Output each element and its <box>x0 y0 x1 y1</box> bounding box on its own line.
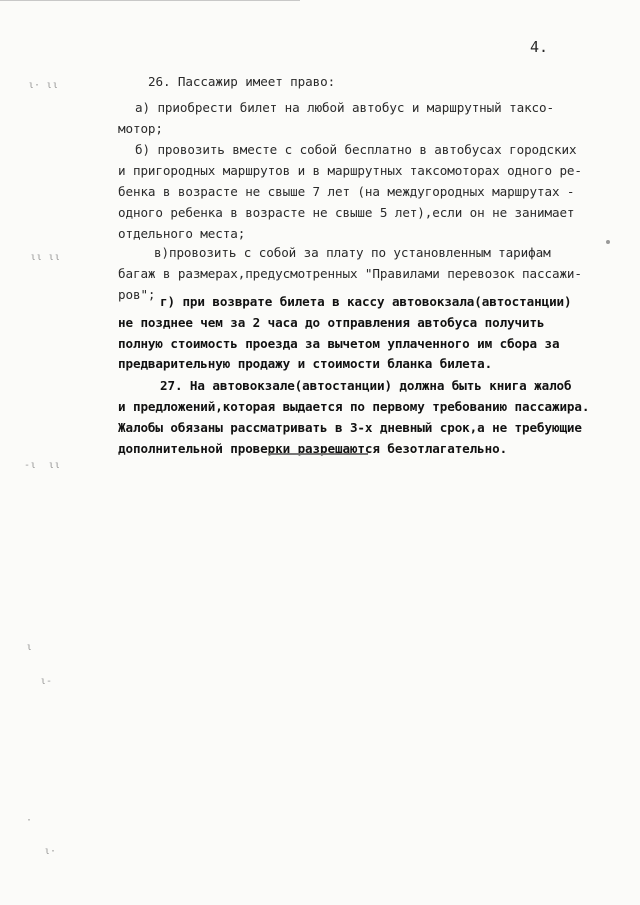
text-line: и пригородных маршрутов и в маршрутных таксомоторах одного ре- <box>118 163 582 178</box>
text-line: не позднее чем за 2 часа до отправления автобуса получить <box>118 315 545 330</box>
text-line: отдельного места; <box>118 226 246 241</box>
text-line: предварительную продажу и стоимости бланка билета. <box>118 356 493 371</box>
text-line: бенка в возрасте не свыше 7 лет (на междугородных маршрутах - <box>118 184 575 199</box>
binding-hole-mark: -ι ιι <box>24 460 61 471</box>
binding-hole-mark: ι· <box>44 846 57 857</box>
binding-hole-mark: ιι ιι <box>30 252 61 263</box>
text-line: и предложений,которая выдается по первому требованию пассажира. <box>118 399 590 414</box>
binding-hole-mark: ι· ιι <box>28 80 59 91</box>
paper-speck <box>606 240 610 244</box>
page-number: 4. <box>530 38 549 56</box>
text-line: б) провозить вместе с собой бесплатно в автобусах городских <box>135 142 577 157</box>
binding-hole-mark: ι <box>26 642 33 653</box>
text-line: а) приобрести билет на любой автобус и маршрутный таксо- <box>135 100 554 115</box>
binding-hole-mark: ι- <box>40 676 53 687</box>
text-line: полную стоимость проезда за вычетом уплаченного им сбора за <box>118 336 560 351</box>
text-line: ров"; <box>118 287 156 302</box>
text-line: дополнительной проверки разрешаются безотлагательно. <box>118 441 508 456</box>
text-line: 26. Пассажир имеет право: <box>148 74 336 89</box>
text-line: 27. На автовокзале(автостанции) должна быть книга жалоб <box>160 378 572 393</box>
text-line: в)провозить с собой за плату по установленным тарифам <box>154 245 551 260</box>
text-line: г) при возврате билета в кассу автовокзала(автостанции) <box>160 294 572 309</box>
text-line: Жалобы обязаны рассматривать в 3-х дневный срок,а не требующие <box>118 420 582 435</box>
text-line: одного ребенка в возрасте не свыше 5 лет),если он не занимает <box>118 205 575 220</box>
text-line: багаж в размерах,предусмотренных "Правилами перевозок пассажи- <box>118 266 582 281</box>
text-line: мотор; <box>118 121 163 136</box>
binding-hole-mark: · <box>26 815 33 826</box>
closing-rule <box>268 453 368 455</box>
